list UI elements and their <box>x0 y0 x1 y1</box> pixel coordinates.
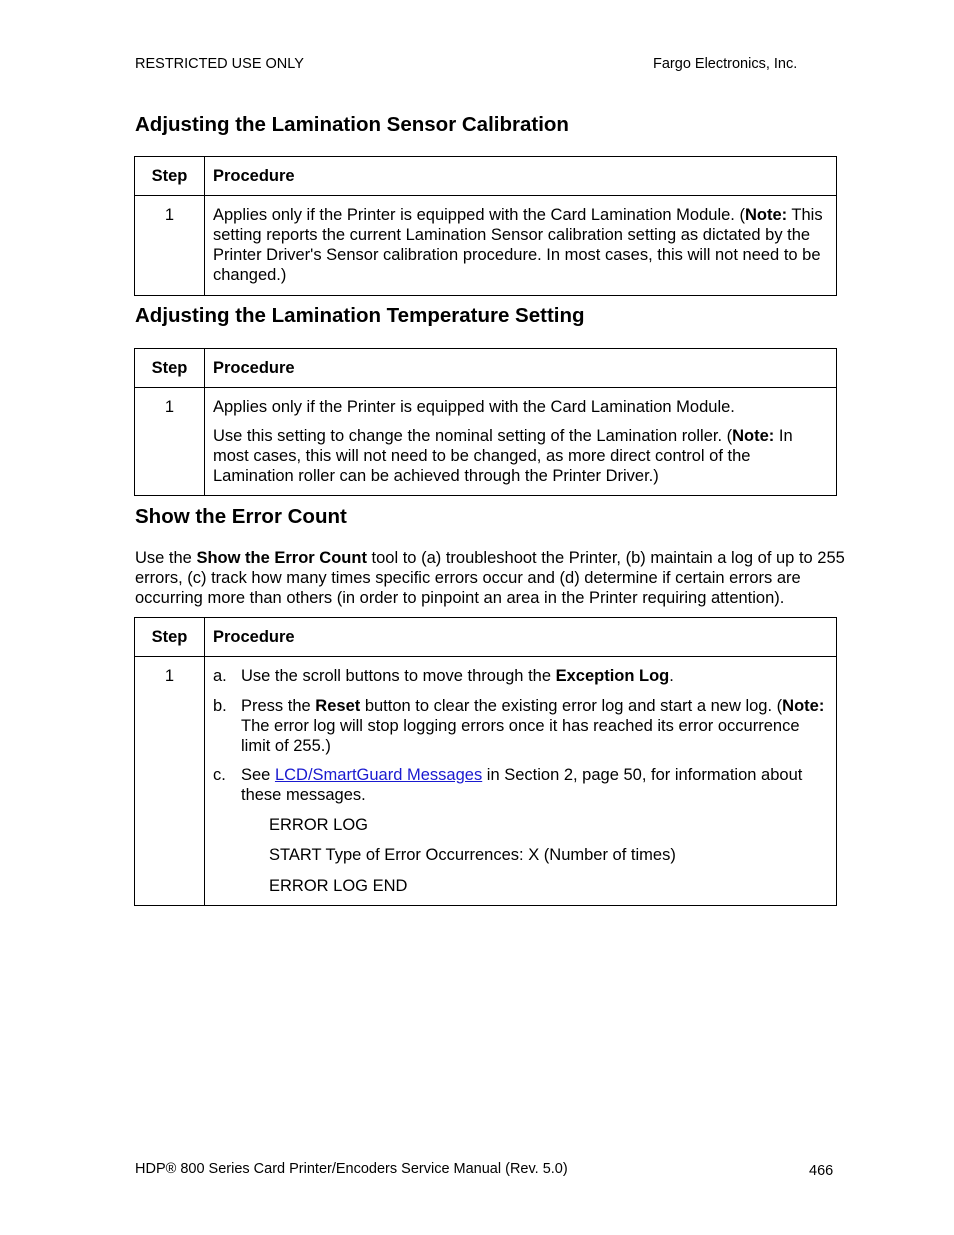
log-line-1: ERROR LOG <box>269 816 369 834</box>
item-c-text: See <box>241 766 275 784</box>
temperature-table <box>134 348 837 496</box>
col-step: Step <box>135 349 205 388</box>
note-label: Note: <box>782 697 825 715</box>
procedure-line-2 <box>213 426 828 486</box>
procedure-text: Use this setting to change the nominal setting of the Lamination roller. ( <box>213 427 733 445</box>
list-label: c. <box>213 766 226 784</box>
log-line-2: START Type of Error Occurrences: X (Number of times) <box>269 846 676 864</box>
table-row <box>135 657 837 906</box>
table-row <box>135 196 837 296</box>
intro-text: Use the <box>135 549 197 567</box>
table-header-row <box>135 618 837 657</box>
section-title-temperature: Adjusting the Lamination Temperature Setting <box>135 304 585 327</box>
note-label: Note: <box>732 427 775 445</box>
footer-title: HDP® 800 Series Card Printer/Encoders Service Manual (Rev. 5.0) <box>135 1161 568 1177</box>
table-row <box>135 388 837 496</box>
list-item-b <box>213 696 828 756</box>
item-c-text2: in Section 2, page 50, for information about these messages. <box>241 766 803 804</box>
lcd-smartguard-messages-link[interactable]: LCD/SmartGuard Messages <box>274 766 483 784</box>
list-text <box>241 666 674 686</box>
step-number: 1 <box>135 657 205 906</box>
procedure-cell <box>205 388 837 496</box>
col-step: Step <box>135 157 205 196</box>
procedure-cell <box>205 657 837 906</box>
item-a-text: Use the scroll buttons to move through the <box>241 667 556 685</box>
step-number: 1 <box>135 388 205 496</box>
sensor-table <box>134 156 837 296</box>
item-b-bold: Reset <box>315 697 361 715</box>
log-line-3: ERROR LOG END <box>269 877 408 895</box>
procedure-line-1: Applies only if the Printer is equipped with the Card Lamination Module. <box>213 398 735 416</box>
procedure-text-cont: This setting reports the current Lamination Sensor calibration setting as dictated by the Printer Driver's Sensor calibration procedure. In most cases, this will not need to be changed.) <box>213 206 823 284</box>
intro-bold: Show the Error Count <box>196 549 367 567</box>
col-procedure: Procedure <box>205 349 837 388</box>
error-count-intro <box>135 548 845 608</box>
note-label: Note: <box>744 206 788 224</box>
item-b-text: Press the <box>241 697 316 715</box>
table-header-row <box>135 349 837 388</box>
col-procedure: Procedure <box>205 157 837 196</box>
col-step: Step <box>135 618 205 657</box>
table-header-row <box>135 157 837 196</box>
item-a-bold: Exception Log <box>555 667 670 685</box>
intro-text-cont: tool to (a) troubleshoot the Printer, (b) maintain a log of up to 255 errors, (c) track how many times specific errors occur and (d) determine if certain errors are occurring more than others (in order to pinpoint an area in the Printer requiring attention). <box>135 549 845 607</box>
list-label: b. <box>213 697 227 715</box>
header-right: Fargo Electronics, Inc. <box>653 56 798 72</box>
list-item-c <box>213 765 828 805</box>
procedure-text-cont: In most cases, this will not need to be changed, as more direct control of the Lamination roller can be achieved through the Printer Driver.) <box>213 427 793 485</box>
item-b-text3: The error log will stop logging errors once it has reached its error occurrence limit of 255.) <box>241 717 800 755</box>
step-number: 1 <box>135 196 205 296</box>
section-title-error-count: Show the Error Count <box>135 505 347 528</box>
list-text <box>241 765 828 805</box>
error-count-table <box>134 617 837 906</box>
procedure-cell <box>205 196 837 296</box>
col-procedure: Procedure <box>205 618 837 657</box>
page-number: 466 <box>809 1163 834 1179</box>
list-label: a. <box>213 667 227 685</box>
header-left: RESTRICTED USE ONLY <box>135 56 304 72</box>
section-title-sensor: Adjusting the Lamination Sensor Calibration <box>135 113 569 136</box>
item-b-text2: button to clear the existing error log and start a new log. ( <box>360 697 783 715</box>
list-item-a <box>213 666 828 686</box>
item-a-end: . <box>669 667 674 685</box>
list-text <box>241 696 828 756</box>
procedure-text: Applies only if the Printer is equipped with the Card Lamination Module. ( <box>213 206 745 224</box>
